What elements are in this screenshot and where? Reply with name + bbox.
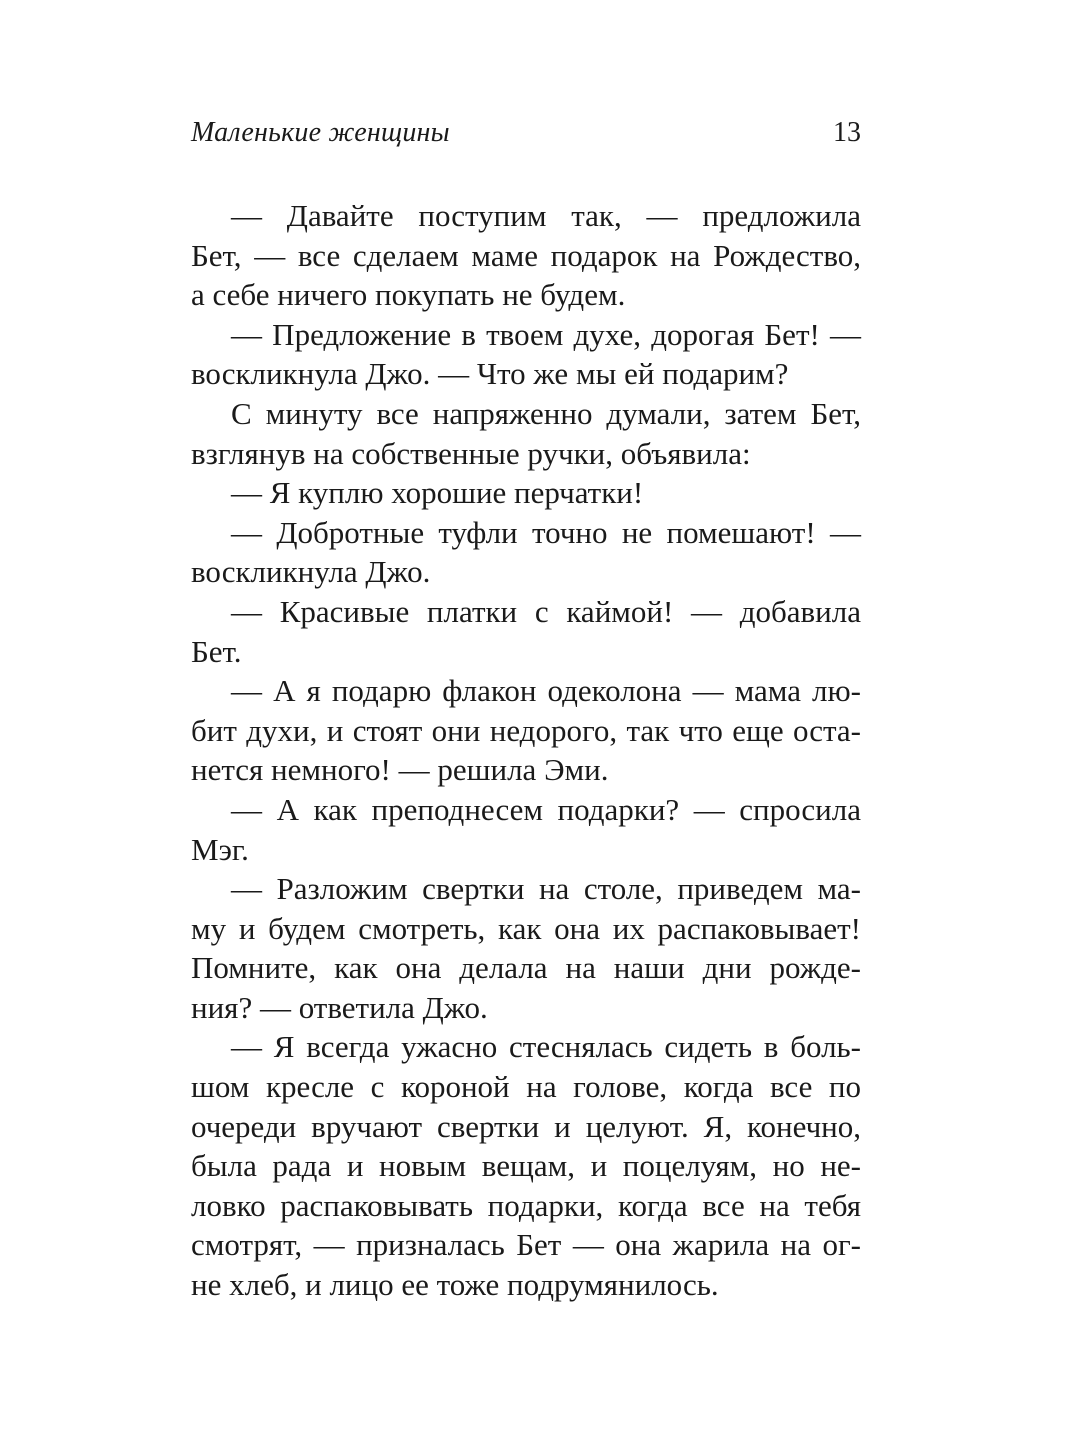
text-line: — Давайте поступим так, — предложила: [231, 198, 861, 233]
text-line: му и будем смотреть, как она их распаковывает!: [191, 910, 861, 946]
text-line: бит духи, и стоят они недорого, так что еще оста-: [191, 712, 861, 748]
body-text: [191, 196, 861, 1305]
text-line: Мэг.: [191, 831, 249, 867]
text-line: шом кресле с короной на голове, когда все по: [191, 1069, 861, 1105]
text-line: — Я всегда ужасно стеснялась сидеть в боль-: [231, 1029, 861, 1065]
text-line: С минуту все напряженно думали, затем Бет,: [231, 395, 861, 431]
text-line: — Красивые платки с каймой! — добавила: [231, 593, 861, 629]
book-title: Маленькие женщины: [191, 117, 450, 148]
text-line: воскликнула Джо.: [191, 554, 431, 590]
text-line: Бет.: [191, 633, 242, 669]
text-line: ния? — ответила Джо.: [191, 989, 488, 1025]
text-line: была рада и новым вещам, и поцелуям, но не-: [191, 1148, 861, 1184]
text-line: а себе ничего покупать не будем.: [191, 277, 626, 313]
text-line: Бет, — все сделаем маме подарок на Рождество,: [191, 237, 861, 273]
text-line: — А я подарю флакон одеколона — мама лю-: [231, 673, 861, 709]
text-line: смотрят, — призналась Бет — она жарила на ог-: [191, 1227, 861, 1263]
text-line: нется немного! — решила Эми.: [191, 752, 609, 788]
text-line: — Добротные туфли точно не помешают! —: [231, 514, 861, 550]
running-header: [191, 113, 861, 153]
text-line: — Предложение в твоем духе, дорогая Бет! —: [231, 316, 861, 352]
text-line: — Разложим свертки на столе, приведем ма-: [231, 871, 861, 907]
text-line: взглянув на собственные ручки, объявила:: [191, 435, 751, 471]
page-number: 13: [833, 117, 861, 148]
text-line: — А как преподнесем подарки? — спросила: [231, 791, 861, 827]
text-line: Помните, как она делала на наши дни рожде-: [191, 950, 861, 986]
text-line: воскликнула Джо. — Что же мы ей подарим?: [191, 356, 789, 392]
text-line: не хлеб, и лицо ее тоже подрумянилось.: [191, 1267, 719, 1303]
text-line: — Я куплю хорошие перчатки!: [231, 475, 644, 511]
text-line: очереди вручают свертки и целуют. Я, конечно,: [191, 1108, 861, 1144]
text-line: ловко распаковывать подарки, когда все на тебя: [191, 1187, 861, 1223]
